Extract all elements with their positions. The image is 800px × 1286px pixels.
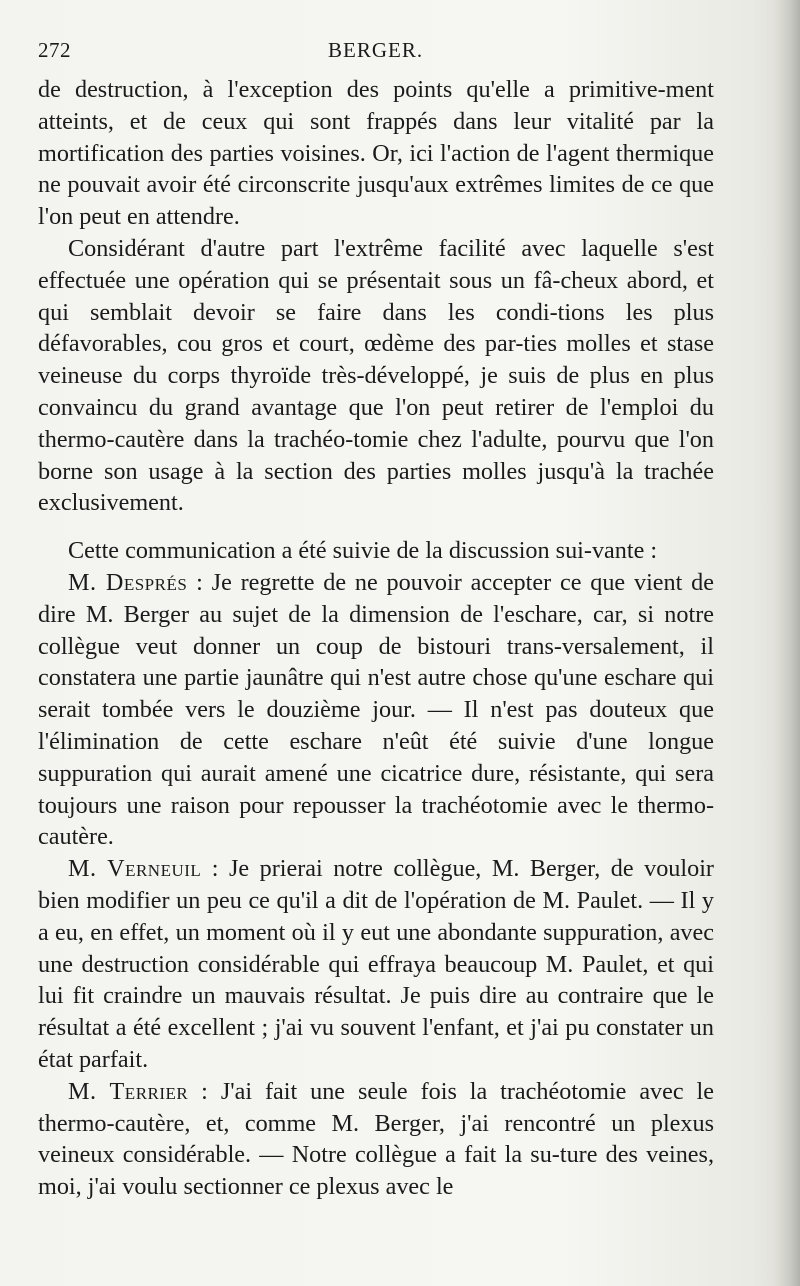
paragraph-despres — [38, 567, 714, 853]
speaker-separator: : — [201, 855, 229, 883]
speaker-separator: : — [187, 568, 212, 596]
speaker-despres: M. Després — [68, 568, 188, 596]
running-head: BERGER. — [328, 38, 424, 62]
remark-terrier: J'ai fait une seule fois la trachéotomie avec le thermo-cautère, et, comme M. Berger, j'ai rencontré un plexus veineux considérable. — Notre collègue a fait la su-ture des veines, moi, j'ai voulu sectionner ce plexus avec le — [38, 1077, 714, 1201]
paragraph-terrier — [38, 1076, 714, 1203]
speaker-verneuil: M. Verneuil — [68, 855, 202, 883]
paragraph-verneuil — [38, 853, 714, 1076]
page-edge-shadow — [774, 0, 800, 1286]
speaker-separator: : — [188, 1077, 221, 1105]
body-text — [38, 74, 714, 1203]
paragraph-considerant: Considérant d'autre part l'extrême facilité avec laquelle s'est effectuée une opération qui se présentait sous un fâ-cheux abord, et qui semblait devoir se faire dans les condi-tions les plus défavorables, cou gros et court, œdème des par-ties molles et stase veineuse du corps thyroïde très-développé, je suis de plus en plus convaincu du grand avantage que l'on peut retirer de l'emploi du thermo-cautère dans la trachéo-tomie chez l'adulte, pourvu que l'on borne son usage à la section des parties molles jusqu'à la trachée exclusivement. — [38, 234, 714, 517]
paragraph-discussion-intro: Cette communication a été suivie de la discussion sui-vante : — [68, 537, 658, 565]
remark-verneuil: Je prierai notre collègue, M. Berger, de vouloir bien modifier un peu ce qu'il a dit de l'opération de M. Paulet. — Il y a eu, en effet, un moment où il y eut une abondante suppuration, avec une destruction considérable qui effraya beaucoup M. Paulet, et qui lui fit craindre un mauvais résultat. Je puis dire au contraire que le résultat a été excellent ; j'ai vu souvent l'enfant, et j'ai pu constater un état parfait. — [38, 855, 714, 1073]
remark-despres: Je regrette de ne pouvoir accepter ce que vient de dire M. Berger au sujet de la dimension de l'eschare, car, si notre collègue veut donner un coup de bistouri trans-versalement, il constatera une partie jaunâtre qui n'est autre chose qu'une eschare qui serait tombée vers le douzième jour. — Il n'est pas douteux que l'élimination de cette eschare n'eût été suivie d'une longue suppuration qui aurait amené une cicatrice dure, résistante, qui sera toujours une raison pour repousser la trachéotomie avec le thermo-cautère. — [38, 568, 714, 851]
page-number: 272 — [38, 38, 71, 62]
speaker-terrier: M. Terrier — [68, 1077, 189, 1105]
page-header — [38, 38, 714, 68]
paragraph-continuation: de destruction, à l'exception des points qu'elle a primitive-ment atteints, et de ceux qui sont frappés dans leur vitalité par la mortification des parties voisines. Or, ici l'action de l'agent thermique ne pouvait avoir été circonscrite jusqu'aux extrêmes limites de ce que l'on peut en attendre. — [38, 76, 714, 231]
